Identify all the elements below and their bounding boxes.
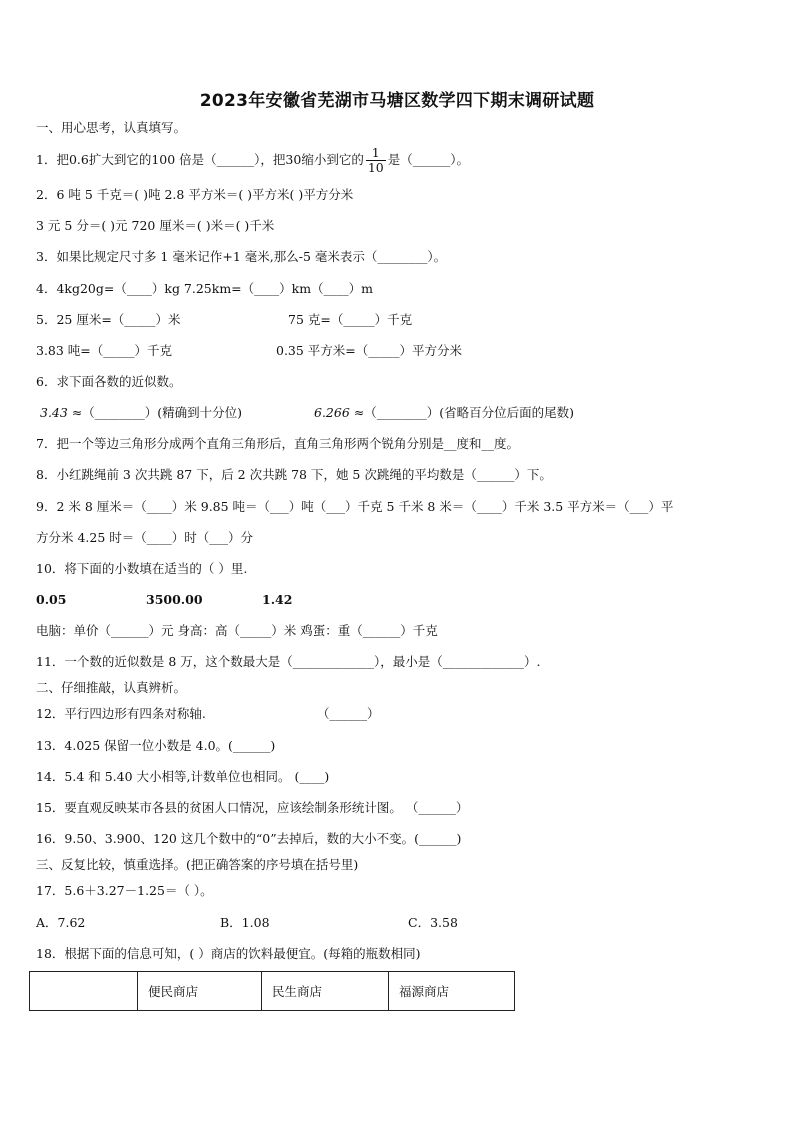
question-2b: 3 元 5 分＝( )元 720 厘米＝( )米＝( )千米 xyxy=(36,218,275,233)
page-title: 2023年安徽省芜湖市马塘区数学四下期末调研试题 xyxy=(199,91,595,111)
question-4: 4．4kg20g=（____）kg 7.25km=（____）km（____）m xyxy=(36,281,373,296)
question-18: 18．根据下面的信息可知，( ）商店的饮料最便宜。(每箱的瓶数相同) xyxy=(36,946,421,961)
question-8: 8．小红跳绳前 3 次共跳 87 下，后 2 次共跳 78 下，她 5 次跳绳的平均数是（______）下。 xyxy=(36,467,552,482)
question-5a-right: 75 克=（_____）千克 xyxy=(288,312,413,327)
question-6a xyxy=(40,405,242,421)
q10-number-2: 3500.00 xyxy=(146,592,203,607)
question-15: 15．要直观反映某市各县的贫困人口情况，应该绘制条形统计图。 （______） xyxy=(36,800,469,815)
question-5b-right: 0.35 平方米=（_____）平方分米 xyxy=(276,343,463,358)
q17-option-c: C．3.58 xyxy=(408,915,458,930)
question-3: 3．如果比规定尺寸多 1 毫米记作+1 毫米,那么-5 毫米表示（________）。 xyxy=(36,249,447,264)
table-header-fuyuan: 福源商店 xyxy=(389,972,515,1011)
question-1 xyxy=(36,146,469,175)
fraction-denominator: 10 xyxy=(367,160,384,175)
question-11: 11．一个数的近似数是 8 万，这个数最大是（_____________），最小是（_____________）. xyxy=(36,654,541,669)
q10-number-1: 0.05 xyxy=(36,592,67,607)
question-9b: 方分米 4.25 时＝（____）时（___）分 xyxy=(36,530,254,545)
question-13: 13．4.025 保留一位小数是 4.0。(______) xyxy=(36,738,276,753)
question-10: 10．将下面的小数填在适当的（ ）里. xyxy=(36,561,248,576)
question-6: 6．求下面各数的近似数。 xyxy=(36,374,182,389)
question-6a-number: 3.43 ≈ xyxy=(40,405,83,420)
table-cell-empty xyxy=(30,972,138,1011)
question-12-blank: （______） xyxy=(317,706,380,721)
q10-number-3: 1.42 xyxy=(262,592,293,607)
question-17: 17．5.6＋3.27－1.25＝（ ）。 xyxy=(36,883,213,898)
question-6b xyxy=(314,405,574,421)
question-5a-left: 5．25 厘米=（_____）米 xyxy=(36,312,181,327)
question-2a: 2．6 吨 5 千克＝( )吨 2.8 平方米＝( )平方米( )平方分米 xyxy=(36,187,354,202)
question-16: 16．9.50、3.900、120 这几个数中的“0”去掉后，数的大小不变。(______) xyxy=(36,831,462,846)
table-header-bianmin: 便民商店 xyxy=(138,972,262,1011)
fraction-numerator: 1 xyxy=(366,146,386,161)
question-6b-text: （________）(省略百分位后面的尾数) xyxy=(364,405,574,420)
question-9a: 9．2 米 8 厘米＝（____）米 9.85 吨＝（___）吨（___）千克 5 千米 8 米＝（____）千米 3.5 平方米＝（___）平 xyxy=(36,499,674,514)
question-6b-number: 6.266 ≈ xyxy=(314,405,365,420)
question-7: 7．把一个等边三角形分成两个直角三角形后，直角三角形两个锐角分别是__度和__度。 xyxy=(36,436,519,451)
question-12: 12．平行四边形有四条对称轴. xyxy=(36,706,206,721)
table-row xyxy=(30,972,515,1011)
section-2-heading: 二、仔细推敲，认真辨析。 xyxy=(36,680,187,695)
section-1-heading: 一、用心思考，认真填写。 xyxy=(36,120,187,135)
question-5b-left: 3.83 吨=（_____）千克 xyxy=(36,343,173,358)
question-6a-text: （________）(精确到十分位) xyxy=(82,405,243,420)
shop-table xyxy=(29,971,515,1011)
fraction-one-tenth xyxy=(366,146,386,175)
q17-option-b: B．1.08 xyxy=(220,915,270,930)
question-1-text: 1．把0.6扩大到它的100 倍是（______），把30缩小到它的 xyxy=(36,152,364,167)
question-14: 14．5.4 和 5.40 大小相等,计数单位也相同。 (____) xyxy=(36,769,330,784)
question-1-tail: 是（______）。 xyxy=(387,152,469,167)
q17-option-a: A．7.62 xyxy=(36,915,86,930)
section-3-heading: 三、反复比较，慎重选择。(把正确答案的序号填在括号里) xyxy=(36,857,359,872)
table-header-minsheng: 民生商店 xyxy=(262,972,389,1011)
question-10-fill: 电脑：单价（______）元 身高：高（_____）米 鸡蛋：重（______）千克 xyxy=(36,623,438,638)
